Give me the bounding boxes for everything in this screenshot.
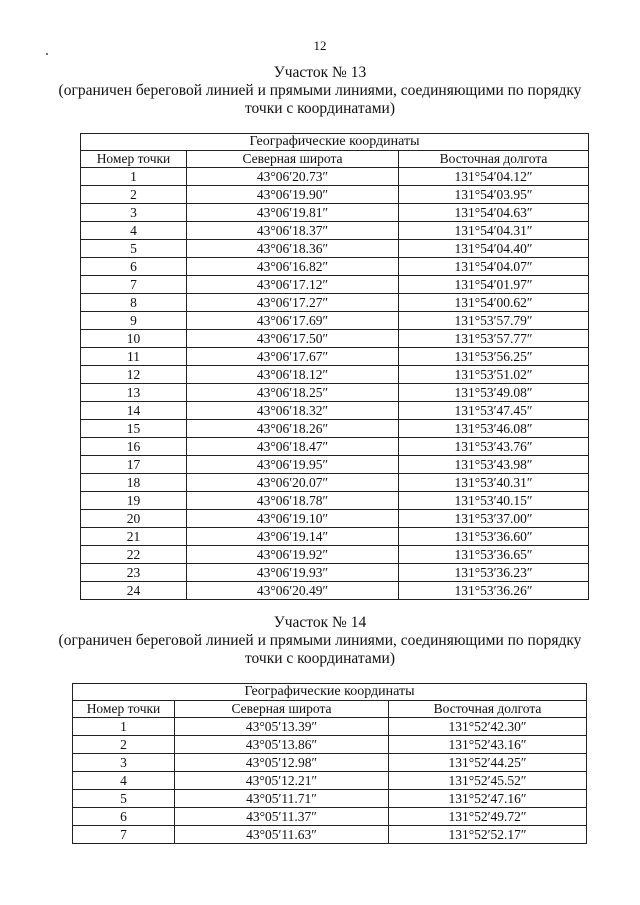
cell-longitude: 131°52′47.16″ [389, 790, 587, 808]
cell-longitude: 131°53′37.00″ [399, 510, 589, 528]
cell-latitude: 43°06′18.36″ [187, 240, 399, 258]
cell-point-number: 5 [73, 790, 175, 808]
cell-longitude: 131°53′36.26″ [399, 582, 589, 600]
table-14-body [73, 718, 587, 844]
table-row [81, 546, 589, 564]
table-row [81, 168, 589, 186]
table-row [81, 420, 589, 438]
cell-longitude: 131°52′42.30″ [389, 718, 587, 736]
cell-latitude: 43°06′17.12″ [187, 276, 399, 294]
cell-point-number: 24 [81, 582, 187, 600]
table-row [81, 528, 589, 546]
cell-longitude: 131°54′04.12″ [399, 168, 589, 186]
table-row [81, 312, 589, 330]
column-header-point-number: Номер точки [73, 701, 175, 718]
cell-latitude: 43°05′12.21″ [175, 772, 389, 790]
cell-latitude: 43°06′18.47″ [187, 438, 399, 456]
cell-longitude: 131°54′03.95″ [399, 186, 589, 204]
cell-point-number: 3 [81, 204, 187, 222]
cell-point-number: 2 [81, 186, 187, 204]
cell-point-number: 9 [81, 312, 187, 330]
table-row [73, 808, 587, 826]
column-header-latitude: Северная широта [187, 151, 399, 168]
section-14 [0, 614, 640, 668]
cell-point-number: 16 [81, 438, 187, 456]
cell-longitude: 131°53′43.98″ [399, 456, 589, 474]
table-row [73, 790, 587, 808]
table-row [73, 772, 587, 790]
cell-latitude: 43°06′17.67″ [187, 348, 399, 366]
table-row [81, 222, 589, 240]
cell-latitude: 43°06′18.26″ [187, 420, 399, 438]
cell-latitude: 43°06′18.12″ [187, 366, 399, 384]
cell-longitude: 131°54′00.62″ [399, 294, 589, 312]
cell-longitude: 131°53′36.23″ [399, 564, 589, 582]
cell-point-number: 14 [81, 402, 187, 420]
section-13 [0, 64, 640, 118]
coordinates-table-13 [80, 133, 589, 600]
cell-latitude: 43°06′18.32″ [187, 402, 399, 420]
cell-point-number: 7 [73, 826, 175, 844]
cell-latitude: 43°06′19.14″ [187, 528, 399, 546]
cell-latitude: 43°06′19.81″ [187, 204, 399, 222]
cell-latitude: 43°05′13.86″ [175, 736, 389, 754]
page-number: 12 [313, 38, 327, 53]
cell-point-number: 6 [81, 258, 187, 276]
cell-longitude: 131°53′49.08″ [399, 384, 589, 402]
section-13-description: (ограничен береговой линией и прямыми линиями, соединяющими по порядку точки с координатами) [58, 82, 582, 117]
cell-longitude: 131°53′43.76″ [399, 438, 589, 456]
cell-point-number: 13 [81, 384, 187, 402]
cell-longitude: 131°53′36.60″ [399, 528, 589, 546]
column-header-longitude: Восточная долгота [399, 151, 589, 168]
section-14-title: Участок № 14 [273, 614, 367, 631]
cell-latitude: 43°06′18.25″ [187, 384, 399, 402]
column-header-point-number: Номер точки [81, 151, 187, 168]
table-row [81, 258, 589, 276]
cell-point-number: 20 [81, 510, 187, 528]
table-row [81, 240, 589, 258]
cell-point-number: 10 [81, 330, 187, 348]
section-14-description: (ограничен береговой линией и прямыми линиями, соединяющими по порядку точки с координатами) [58, 632, 582, 667]
table-row [81, 582, 589, 600]
table-row [81, 348, 589, 366]
cell-point-number: 18 [81, 474, 187, 492]
cell-point-number: 19 [81, 492, 187, 510]
cell-latitude: 43°06′18.78″ [187, 492, 399, 510]
cell-latitude: 43°06′19.90″ [187, 186, 399, 204]
table-row [81, 330, 589, 348]
cell-latitude: 43°06′19.92″ [187, 546, 399, 564]
cell-point-number: 5 [81, 240, 187, 258]
cell-point-number: 15 [81, 420, 187, 438]
cell-longitude: 131°53′56.25″ [399, 348, 589, 366]
table-row [81, 384, 589, 402]
column-header-latitude: Северная широта [175, 701, 389, 718]
cell-longitude: 131°53′36.65″ [399, 546, 589, 564]
table-row [81, 402, 589, 420]
cell-point-number: 11 [81, 348, 187, 366]
cell-longitude: 131°52′45.52″ [389, 772, 587, 790]
cell-latitude: 43°05′13.39″ [175, 718, 389, 736]
cell-point-number: 17 [81, 456, 187, 474]
cell-latitude: 43°06′17.50″ [187, 330, 399, 348]
cell-point-number: 7 [81, 276, 187, 294]
table-row [73, 754, 587, 772]
table-row [81, 474, 589, 492]
cell-latitude: 43°06′16.82″ [187, 258, 399, 276]
table-row [81, 204, 589, 222]
cell-latitude: 43°05′11.37″ [175, 808, 389, 826]
cell-point-number: 21 [81, 528, 187, 546]
cell-longitude: 131°53′57.79″ [399, 312, 589, 330]
cell-longitude: 131°53′47.45″ [399, 402, 589, 420]
table-row [81, 510, 589, 528]
section-13-title: Участок № 13 [273, 64, 367, 81]
cell-point-number: 8 [81, 294, 187, 312]
table-row [73, 718, 587, 736]
cell-longitude: 131°54′04.40″ [399, 240, 589, 258]
cell-point-number: 1 [73, 718, 175, 736]
table-row [81, 438, 589, 456]
cell-point-number: 23 [81, 564, 187, 582]
coordinates-table-14 [72, 683, 587, 844]
table-row [81, 492, 589, 510]
cell-latitude: 43°06′19.93″ [187, 564, 399, 582]
cell-point-number: 1 [81, 168, 187, 186]
cell-latitude: 43°05′11.71″ [175, 790, 389, 808]
cell-longitude: 131°53′46.08″ [399, 420, 589, 438]
table-row [81, 366, 589, 384]
cell-point-number: 2 [73, 736, 175, 754]
cell-latitude: 43°05′12.98″ [175, 754, 389, 772]
cell-latitude: 43°05′11.63″ [175, 826, 389, 844]
cell-latitude: 43°06′17.69″ [187, 312, 399, 330]
table-row [81, 456, 589, 474]
cell-latitude: 43°06′17.27″ [187, 294, 399, 312]
table-13-body [81, 168, 589, 600]
table-row [81, 276, 589, 294]
table-row [73, 826, 587, 844]
cell-longitude: 131°54′04.07″ [399, 258, 589, 276]
cell-longitude: 131°52′44.25″ [389, 754, 587, 772]
cell-point-number: 4 [81, 222, 187, 240]
cell-longitude: 131°52′49.72″ [389, 808, 587, 826]
cell-longitude: 131°52′43.16″ [389, 736, 587, 754]
cell-latitude: 43°06′18.37″ [187, 222, 399, 240]
table-row [81, 186, 589, 204]
cell-latitude: 43°06′20.07″ [187, 474, 399, 492]
cell-longitude: 131°53′51.02″ [399, 366, 589, 384]
cell-point-number: 4 [73, 772, 175, 790]
table-row [81, 564, 589, 582]
cell-latitude: 43°06′19.95″ [187, 456, 399, 474]
cell-longitude: 131°54′04.31″ [399, 222, 589, 240]
group-header: Географические координаты [81, 134, 589, 151]
table-row [81, 294, 589, 312]
column-header-longitude: Восточная долгота [389, 701, 587, 718]
cell-longitude: 131°54′04.63″ [399, 204, 589, 222]
cell-point-number: 22 [81, 546, 187, 564]
cell-longitude: 131°53′40.31″ [399, 474, 589, 492]
cell-longitude: 131°53′40.15″ [399, 492, 589, 510]
cell-point-number: 6 [73, 808, 175, 826]
cell-longitude: 131°53′57.77″ [399, 330, 589, 348]
cell-longitude: 131°52′52.17″ [389, 826, 587, 844]
cell-point-number: 3 [73, 754, 175, 772]
cell-latitude: 43°06′19.10″ [187, 510, 399, 528]
cell-latitude: 43°06′20.49″ [187, 582, 399, 600]
table-row [73, 736, 587, 754]
group-header: Географические координаты [73, 684, 587, 701]
cell-longitude: 131°54′01.97″ [399, 276, 589, 294]
cell-latitude: 43°06′20.73″ [187, 168, 399, 186]
cell-point-number: 12 [81, 366, 187, 384]
